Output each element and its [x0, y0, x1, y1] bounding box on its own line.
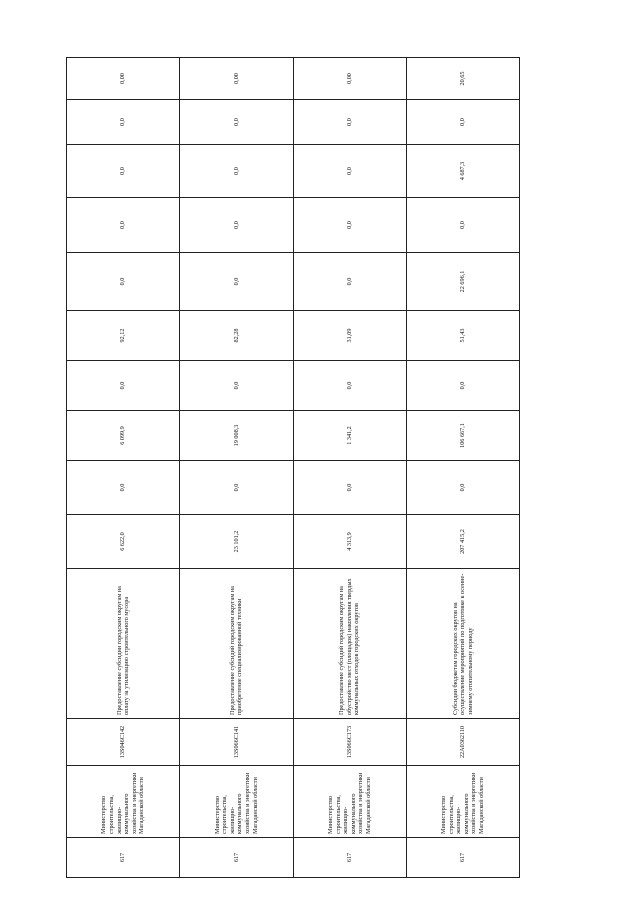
cell-ministry: Министерство строительства, жилищно-коммунального хозяйства и энергетики Магаданской области — [67, 766, 180, 838]
cell-value: 4 687,3 — [406, 145, 519, 198]
cell-value: 82,28 — [180, 311, 293, 361]
cell-value: 4 313,9 — [293, 515, 406, 569]
cell-value: 0,0 — [67, 461, 180, 515]
cell-code: 617 — [293, 838, 406, 878]
cell-ministry: Министерство строительства, жилищно-коммунального хозяйства и энергетики Магаданской области — [293, 766, 406, 838]
cell-description: Субсидии бюджетам городских округов на осуществление мероприятий по подготовке к осенне-зимнему отопительному периоду — [406, 569, 519, 719]
cell-value: 207 415,2 — [406, 515, 519, 569]
cell-value: 0,0 — [293, 253, 406, 311]
rotated-table-container — [66, 58, 520, 878]
cell-value: 19 008,3 — [180, 411, 293, 461]
cell-code: 617 — [406, 838, 519, 878]
cell-value: 23 101,2 — [180, 515, 293, 569]
cell-description: Предоставление субсидий городским округам на приобретение специализированной техники — [180, 569, 293, 719]
cell-code: 617 — [67, 838, 180, 878]
cell-value: 0,0 — [293, 198, 406, 253]
cell-value: 0,0 — [180, 361, 293, 411]
cell-kbk: 13S066С173 — [293, 719, 406, 766]
cell-value: 0,0 — [67, 100, 180, 145]
cell-value: 92,12 — [67, 311, 180, 361]
cell-value: 0,00 — [67, 58, 180, 100]
cell-value: 22 696,1 — [406, 253, 519, 311]
table-row — [293, 58, 406, 878]
cell-value: 0,0 — [406, 461, 519, 515]
cell-value: 0,0 — [67, 361, 180, 411]
cell-value: 0,0 — [67, 253, 180, 311]
cell-value: 0,0 — [293, 461, 406, 515]
table-row — [406, 58, 519, 878]
cell-value: 106 667,1 — [406, 411, 519, 461]
cell-value: 0,0 — [67, 198, 180, 253]
cell-value: 0,0 — [406, 198, 519, 253]
cell-value: 0,0 — [180, 145, 293, 198]
table-row — [67, 58, 180, 878]
cell-kbk: 13S066С141 — [180, 719, 293, 766]
cell-value: 20,65 — [406, 58, 519, 100]
cell-value: 0,0 — [180, 100, 293, 145]
table-row — [180, 58, 293, 878]
cell-kbk: 22А0362110 — [406, 719, 519, 766]
cell-value: 1 341,2 — [293, 411, 406, 461]
cell-ministry: Министерство строительства, жилищно-коммунального хозяйства и энергетики Магаданской области — [180, 766, 293, 838]
cell-value: 0,0 — [293, 100, 406, 145]
cell-value: 0,0 — [180, 253, 293, 311]
cell-value: 0,0 — [180, 198, 293, 253]
cell-value: 31,09 — [293, 311, 406, 361]
cell-kbk: 13S046С142 — [67, 719, 180, 766]
cell-description: Предоставление субсидий городским округам на обустройство мест (площадок) накопления твердых коммунальных отходов городских округов — [293, 569, 406, 719]
cell-value: 0,0 — [293, 145, 406, 198]
cell-value: 0,0 — [293, 361, 406, 411]
cell-value: 0,0 — [406, 100, 519, 145]
cell-value: 6 622,0 — [67, 515, 180, 569]
cell-description: Предоставление субсидии городским округам на оплату за утилизацию строительного мусора — [67, 569, 180, 719]
cell-value: 0,0 — [180, 461, 293, 515]
cell-value: 51,43 — [406, 311, 519, 361]
cell-value: 0,0 — [67, 145, 180, 198]
budget-table — [66, 57, 520, 878]
cell-value: 0,0 — [406, 361, 519, 411]
cell-code: 617 — [180, 838, 293, 878]
cell-value: 0,00 — [293, 58, 406, 100]
cell-value: 0,00 — [180, 58, 293, 100]
cell-ministry: Министерство строительства, жилищно-коммунального хозяйства и энергетики Магаданской области — [406, 766, 519, 838]
cell-value: 6 099,9 — [67, 411, 180, 461]
